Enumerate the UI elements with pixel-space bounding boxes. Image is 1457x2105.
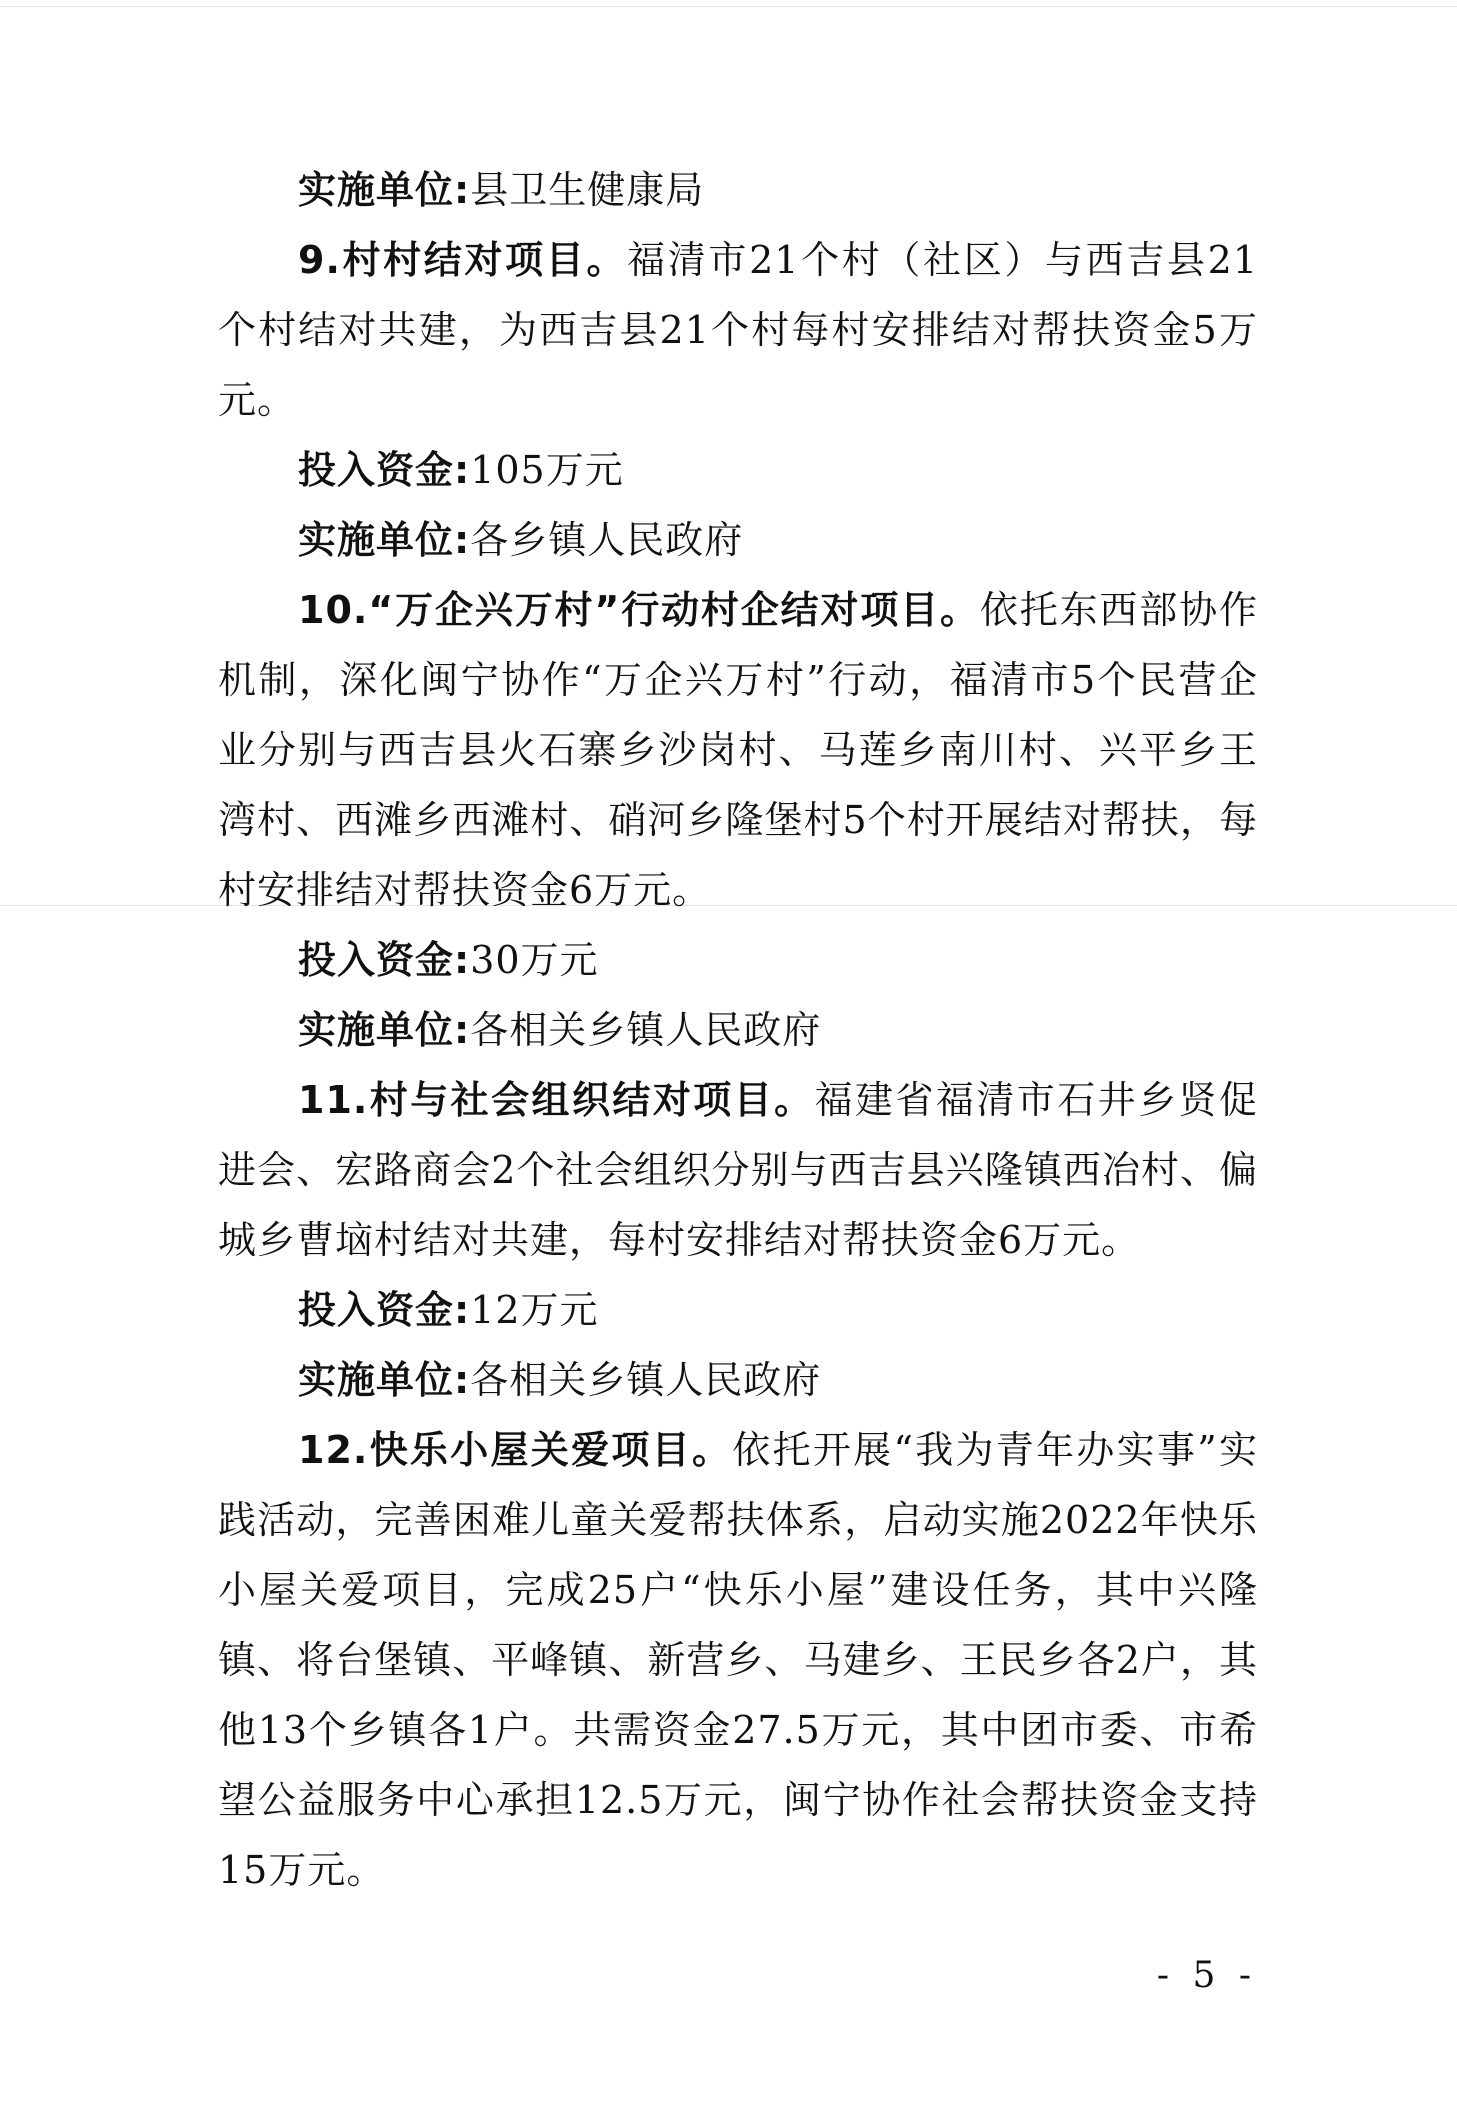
paragraph-text: 30万元: [470, 938, 599, 982]
paragraph-item-12: [218, 1415, 1258, 1905]
paragraph-item-11: [218, 1065, 1258, 1275]
paragraph-text: 12万元: [470, 1288, 599, 1332]
label-funding: 投入资金:: [298, 1288, 471, 1332]
page-number: - 5 -: [1156, 1955, 1257, 1996]
scan-artifact-line: [0, 6, 1457, 7]
paragraph-text: 福清市21个村（社区）与西吉县21个村结对共建，为西吉县21个村每村安排结对帮扶资金5万元。: [218, 238, 1258, 422]
paragraph-funding: [218, 435, 1258, 505]
paragraph-item-9: [218, 225, 1258, 435]
paragraph-text: 各相关乡镇人民政府: [470, 1358, 822, 1402]
paragraph-funding: [218, 1275, 1258, 1345]
paragraph-item-10: [218, 575, 1258, 925]
label-implementing-unit: 实施单位:: [298, 518, 471, 562]
paragraph-implementing-unit: [218, 505, 1258, 575]
paragraph-text: 各乡镇人民政府: [470, 518, 744, 562]
label-implementing-unit: 实施单位:: [298, 1008, 471, 1052]
paragraph-text: 各相关乡镇人民政府: [470, 1008, 822, 1052]
label-implementing-unit: 实施单位:: [298, 168, 471, 212]
paragraph-text: 依托东西部协作机制，深化闽宁协作“万企兴万村”行动，福清市5个民营企业分别与西吉县火石寨乡沙岗村、马莲乡南川村、兴平乡王湾村、西滩乡西滩村、硝河乡隆堡村5个村开展结对帮扶，每村安排结对帮扶资金6万元。: [218, 588, 1258, 912]
label-implementing-unit: 实施单位:: [298, 1358, 471, 1402]
paragraph-funding: [218, 925, 1258, 995]
item-title: 9.村村结对项目。: [298, 238, 628, 282]
label-funding: 投入资金:: [298, 938, 471, 982]
paragraph-implementing-unit: [218, 1345, 1258, 1415]
item-title: 10.“万企兴万村”行动村企结对项目。: [298, 588, 980, 632]
item-title: 11.村与社会组织结对项目。: [298, 1078, 815, 1122]
item-title: 12.快乐小屋关爱项目。: [298, 1428, 733, 1472]
paragraph-text: 依托开展“我为青年办实事”实践活动，完善困难儿童关爱帮扶体系，启动实施2022年快乐小屋关爱项目，完成25户“快乐小屋”建设任务，其中兴隆镇、将台堡镇、平峰镇、新营乡、马建乡、王民乡各2户，其他13个乡镇各1户。共需资金27.5万元，其中团市委、市希望公益服务中心承担12.5万元，闽宁协作社会帮扶资金支持15万元。: [218, 1428, 1258, 1892]
paragraph-text: 105万元: [470, 448, 624, 492]
document-body: [218, 155, 1258, 1905]
paragraph-implementing-unit-health: [218, 155, 1258, 225]
label-funding: 投入资金:: [298, 448, 471, 492]
paragraph-text: 县卫生健康局: [470, 168, 705, 212]
paragraph-text: 福建省福清市石井乡贤促进会、宏路商会2个社会组织分别与西吉县兴隆镇西冶村、偏城乡曹垴村结对共建，每村安排结对帮扶资金6万元。: [218, 1078, 1258, 1262]
paragraph-implementing-unit: [218, 995, 1258, 1065]
